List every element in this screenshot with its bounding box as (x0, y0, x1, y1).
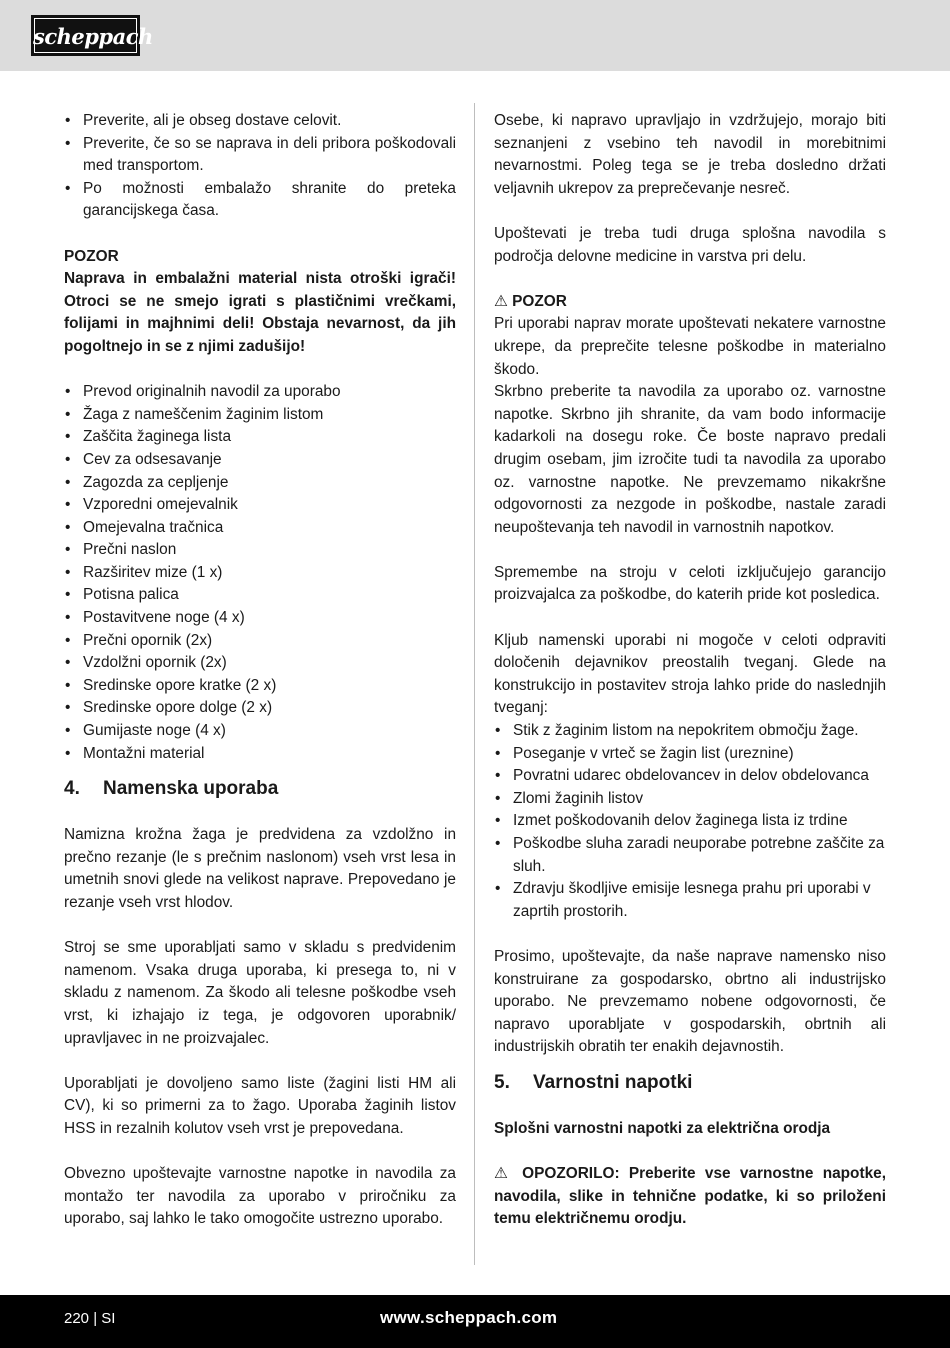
residual-risks-list (494, 720, 886, 923)
page-number: 220 | SI (64, 1310, 116, 1327)
section-number: 4. (64, 778, 80, 800)
list-item: • Poškodbe sluha zaradi neuporabe potrebne zaščite za sluh. (494, 833, 886, 878)
left-column (64, 110, 456, 1231)
list-item: • Prečni naslon (64, 539, 456, 562)
section-number: 5. (494, 1071, 510, 1093)
list-item: • Zdravju škodljive emisije lesnega prahu pri uporabi v zaprtih prostorih. (494, 878, 886, 923)
list-item: • Razširitev mize (1 x) (64, 562, 456, 585)
opozorilo-text: ⚠ OPOZORILO: Preberite vse varnostne napotke, navodila, slike in tehnične podatke, ki so priloženi temu električnemu orodju. (494, 1165, 886, 1228)
section-5-heading (494, 1071, 886, 1095)
list-item: • Preverite, ali je obseg dostave celovit. (64, 110, 456, 133)
list-item: • Po možnosti embalažo shranite do preteka garancijskega časa. (64, 178, 456, 223)
paragraph: Upoštevati je treba tudi druga splošna navodila s področja delovne medicine in varstva pri delu. (494, 224, 886, 265)
section-title: Namenska uporaba (103, 778, 279, 800)
pozor-heading: ⚠ POZOR (494, 292, 567, 310)
list-item: • Vzdolžni opornik (2x) (64, 652, 456, 675)
list-item: • Povratni udarec obdelovancev in delov obdelovanca (494, 765, 886, 788)
list-item: • Potisna palica (64, 584, 456, 607)
warning-icon: ⚠ (494, 292, 508, 310)
paragraph: Uporabljati je dovoljeno samo liste (žagini listi HM ali CV), ki so primerni za to žago. Uporaba žaginih listov HSS in rezalnih kolutov vseh vrst je prepovedana. (64, 1074, 456, 1137)
delivery-contents-list (64, 381, 456, 765)
warning-icon: ⚠ (494, 1165, 513, 1183)
paragraph: Pri uporabi naprav morate upoštevati nekatere varnostne ukrepe, da preprečite telesne poškodbe in materialno škodo. (494, 315, 886, 378)
paragraph: Prosimo, upoštevajte, da naše naprave namensko niso konstruirane za gospodarsko, obrtno ali industrijsko uporabo. Ne prevzemamo nobene odgovornosti, če napravo uporabljate v gospodarskih, obrtnih ali industrijskih obratih ter enakih dejavnostih. (494, 947, 886, 1056)
website-link[interactable]: www.scheppach.com (380, 1308, 558, 1327)
page-header (0, 0, 950, 71)
paragraph: Skrbno preberite ta navodila za uporabo oz. varnostne napotke. Skrbno jih shranite, da vam bodo informacije kadarkoli na dosegu roke. Če boste napravo predali drugim osebam, jim izročite tudi ta navodila za uporabo oz. varnostne napotke. Ne prevzemamo nikakršne odgovornosti za nezgode in poškodbe, nastale zaradi neupoštevanja teh navodil in varnostnih napotkov. (494, 383, 886, 536)
right-column (494, 110, 886, 1231)
list-item: • Vzporedni omejevalnik (64, 494, 456, 517)
page-footer (0, 1295, 950, 1348)
list-item: • Poseganje v vrteč se žagin list (ureznine) (494, 743, 886, 766)
paragraph: Namizna krožna žaga je predvidena za vzdolžno in prečno rezanje (le s prečnim naslonom) vseh vrst lesa in umetnih snovi glede na velikost naprave. Prepovedano je rezanje vseh vrst hlodov. (64, 826, 456, 911)
list-item: • Prečni opornik (2x) (64, 630, 456, 653)
list-item: • Sredinske opore kratke (2 x) (64, 675, 456, 698)
paragraph: Obvezno upoštevajte varnostne napotke in navodila za montažo ter navodila za uporabo v priročniku za uporabo, saj lahko le tako omogočite ustrezno uporabo. (64, 1165, 456, 1228)
section-title: Varnostni napotki (533, 1071, 693, 1093)
list-item: • Stik z žaginim listom na nepokritem območju žage. (494, 720, 886, 743)
paragraph: Osebe, ki napravo upravljajo in vzdržujejo, morajo biti seznanjeni z vsebino teh navodil in morebitnimi nevarnostmi. Poleg tega se je treba dosledno držati veljavnih ukrepov za preprečevanje nesreč. (494, 112, 886, 197)
paragraph: Kljub namenski uporabi ni mogoče v celoti odpraviti določenih dejavnikov preostalih tveganj. Glede na konstrukcijo in postavitev stroja lahko pride do naslednjih tveganj: (494, 631, 886, 717)
list-item: • Gumijaste noge (4 x) (64, 720, 456, 743)
list-item: • Prevod originalnih navodil za uporabo (64, 381, 456, 404)
list-item: • Zagozda za cepljenje (64, 472, 456, 495)
paragraph: Spremembe na stroju v celoti izključujejo garancijo proizvajalca za poškodbe, do katerih pride kot posledica. (494, 563, 886, 604)
list-item: • Omejevalna tračnica (64, 517, 456, 540)
list-item: • Montažni material (64, 743, 456, 766)
pozor-text: Naprava in embalažni material nista otroški igrači! Otroci se ne smejo igrati s plastičnimi vrečkami, folijami in majhnimi deli! Obstaja nevarnost, da jih pogoltnejo in se z njimi zadušijo! (64, 270, 456, 355)
paragraph: Stroj se sme uporabljati samo v skladu s predvidenim namenom. Vsaka druga uporaba, ki presega to, ni v skladu z namenom. Za škodo ali telesne poškodbe vseh vrst, ki izhajajo iz tega, je odgovoren uporabnik/ upravljavec in ne proizvajalec. (64, 939, 456, 1047)
list-item: • Izmet poškodovanih delov žaginega lista iz trdine (494, 810, 886, 833)
list-item: • Zaščita žaginega lista (64, 426, 456, 449)
list-item: • Žaga z nameščenim žaginim listom (64, 404, 456, 427)
list-item: • Preverite, če so se naprava in deli pribora poškodovali med transportom. (64, 133, 456, 178)
list-item: • Postavitvene noge (4 x) (64, 607, 456, 630)
list-item: • Sredinske opore dolge (2 x) (64, 697, 456, 720)
subheading: Splošni varnostni napotki za električna orodja (494, 1119, 831, 1137)
list-item: • Cev za odsesavanje (64, 449, 456, 472)
pozor-heading: POZOR (64, 247, 119, 265)
delivery-check-list (64, 110, 456, 223)
section-4-heading (64, 777, 456, 801)
list-item: • Zlomi žaginih listov (494, 788, 886, 811)
scheppach-logo: scheppach (31, 15, 140, 56)
column-divider (474, 103, 475, 1265)
